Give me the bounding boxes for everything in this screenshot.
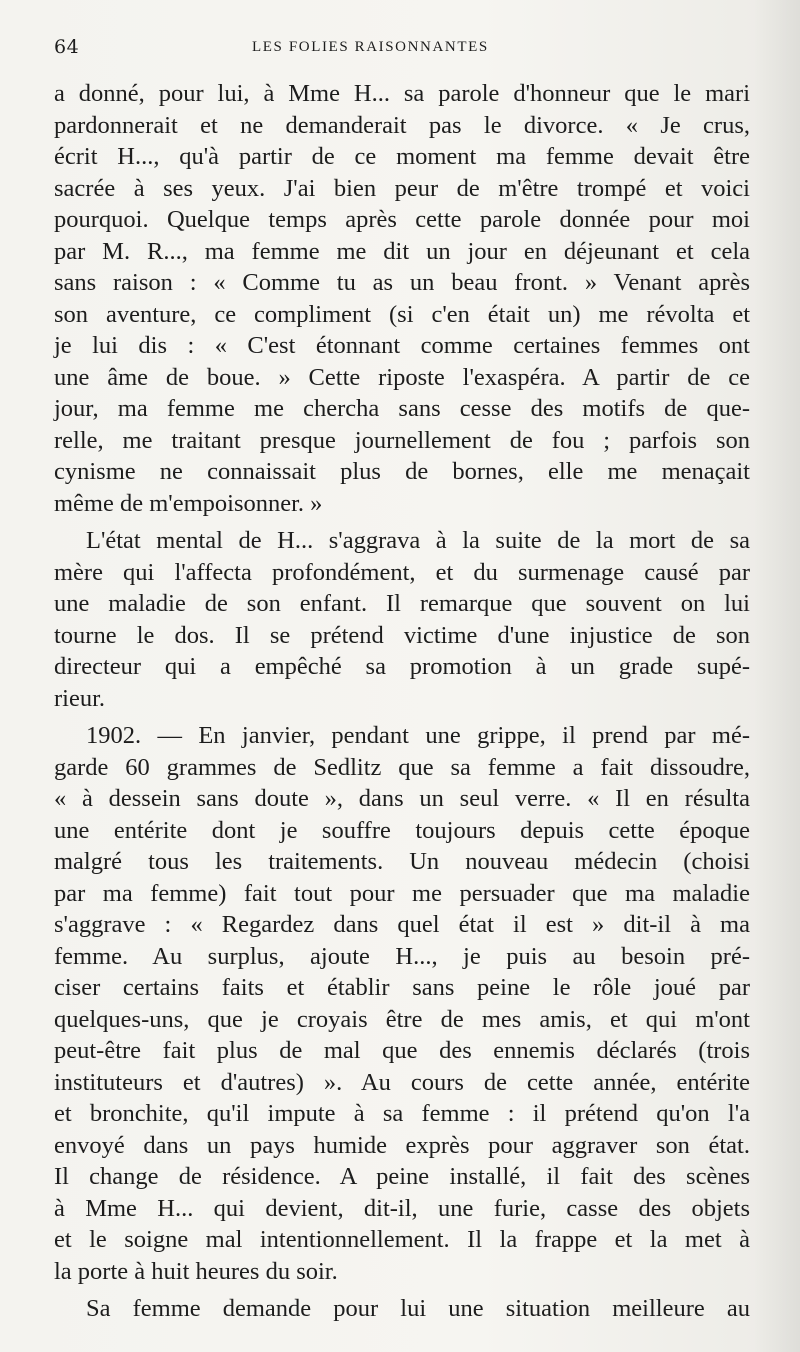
text-line: une âme de boue. » Cette riposte l'exaspéra. A partir de ce	[54, 363, 750, 391]
text-line: sacrée à ses yeux. J'ai bien peur de m'être trompé et voici	[54, 174, 750, 202]
text-line: « à dessein sans doute », dans un seul verre. « Il en résulta	[54, 785, 750, 812]
text-line: et bronchite, qu'il impute à sa femme : il prétend qu'on l'a	[54, 1100, 750, 1127]
text-line: Sa femme demande pour lui une situation meilleure au	[86, 1295, 750, 1322]
text-line: L'état mental de H... s'aggrava à la suite de la mort de sa	[86, 527, 750, 554]
text-line: rieur.	[54, 684, 106, 712]
text-line: s'aggrave : « Regardez dans quel état il est » dit-il à ma	[54, 911, 750, 938]
text-line: quelques-uns, que je croyais être de mes amis, et qui m'ont	[54, 1005, 750, 1033]
text-line: une entérite dont je souffre toujours depuis cette époque	[54, 816, 750, 844]
text-line: malgré tous les traitements. Un nouveau médecin (choisi	[54, 848, 750, 875]
text-line: je lui dis : « C'est étonnant comme certaines femmes ont	[54, 332, 750, 359]
paragraph	[54, 1293, 750, 1325]
text-line: à Mme H... qui devient, dit-il, une furie, casse des objets	[54, 1194, 750, 1222]
page-edge-shadow	[754, 0, 800, 1352]
text-line: même de m'empoisonner. »	[54, 489, 323, 517]
text-line: garde 60 grammes de Sedlitz que sa femme a fait dissoudre,	[54, 753, 750, 781]
text-line: relle, me traitant presque journellement de fou ; parfois son	[54, 426, 750, 454]
text-line: la porte à huit heures du soir.	[54, 1257, 338, 1285]
text-line: a donné, pour lui, à Mme H... sa parole d'honneur que le mari	[54, 80, 750, 107]
text-line: jour, ma femme me chercha sans cesse des motifs de que-	[54, 395, 750, 422]
text-line: écrit H..., qu'à partir de ce moment ma femme devait être	[54, 143, 750, 170]
text-line: une maladie de son enfant. Il remarque que souvent on lui	[54, 590, 750, 617]
running-title: LES FOLIES RAISONNANTES	[252, 39, 489, 55]
text-line: et le soigne mal intentionnellement. Il la frappe et la met à	[54, 1226, 750, 1253]
text-line: par ma femme) fait tout pour me persuader que ma maladie	[54, 879, 750, 907]
text-line: mère qui l'affecta profondément, et du surmenage causé par	[54, 558, 750, 586]
text-line: pourquoi. Quelque temps après cette parole donnée pour moi	[54, 206, 750, 233]
text-line: femme. Au surplus, ajoute H..., je puis au besoin pré-	[54, 942, 750, 970]
text-line: pardonnerait et ne demanderait pas le divorce. « Je crus,	[54, 111, 750, 139]
paragraph	[54, 525, 750, 714]
text-line: cynisme ne connaissait plus de bornes, elle me menaçait	[54, 458, 750, 485]
paragraph	[54, 78, 750, 519]
page-number: 64	[54, 36, 80, 58]
text-line: tourne le dos. Il se prétend victime d'une injustice de son	[54, 621, 750, 649]
text-line: par M. R..., ma femme me dit un jour en déjeunant et cela	[54, 237, 750, 265]
text-body	[54, 78, 750, 1325]
paragraph	[54, 720, 750, 1287]
text-line: son aventure, ce compliment (si c'en était un) me révolta et	[54, 300, 750, 328]
text-line: instituteurs et d'autres) ». Au cours de cette année, entérite	[54, 1068, 750, 1096]
text-line: Il change de résidence. A peine installé, il fait des scènes	[54, 1163, 750, 1190]
text-line: ciser certains faits et établir sans peine le rôle joué par	[54, 974, 750, 1001]
text-line: peut-être fait plus de mal que des ennemis déclarés (trois	[54, 1037, 750, 1064]
text-line: 1902. — En janvier, pendant une grippe, il prend par mé-	[86, 722, 750, 749]
page-header	[52, 36, 752, 64]
text-line: envoyé dans un pays humide exprès pour aggraver son état.	[54, 1131, 750, 1159]
text-line: sans raison : « Comme tu as un beau front. » Venant après	[54, 269, 750, 296]
text-line: directeur qui a empêché sa promotion à un grade supé-	[54, 653, 750, 680]
